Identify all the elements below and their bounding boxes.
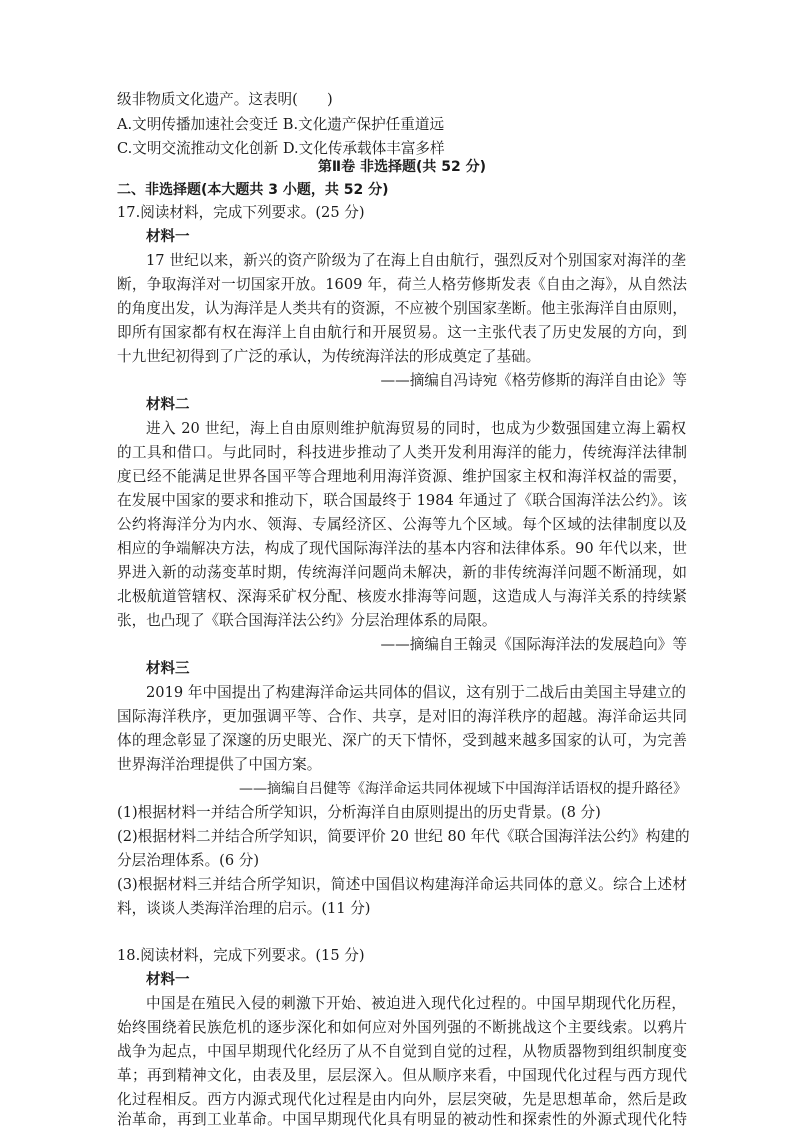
q17-sub2-cont: 分层治理体系。(6 分) (117, 852, 260, 869)
q18-m1-line: 化过程相反。西方内源式现代化过程是由内向外，层层突破，先是思想革命，然后是政 (117, 1091, 687, 1108)
q17-sub3-cont: 料，谈谈人类海洋治理的启示。(11 分) (117, 900, 371, 917)
q17-m2-line: 相应的争端解决方法，构成了现代国际海洋法的基本内容和法律体系。90 年代以来，世 (117, 540, 687, 557)
q17-sub1: (1)根据材料一并结合所学知识，分析海洋自由原则提出的历史背景。(8 分) (117, 804, 601, 821)
q18-m1-line: 中国是在殖民入侵的刺激下开始、被迫进入现代化过程的。中国早期现代化历程， (146, 995, 686, 1012)
q17-m2-line: 张，也凸现了《联合国海洋法公约》分层治理体系的局限。 (117, 612, 497, 629)
q18-stem: 18.阅读材料，完成下列要求。(15 分) (117, 947, 365, 964)
q17-m2-line: 公约将海洋分为内水、领海、专属经济区、公海等九个区域。每个区域的法律制度以及 (117, 516, 687, 533)
q17-m3-line: 国际海洋秩序，更加强调平等、合作、共享，是对旧的海洋秩序的超越。海洋命运共同 (117, 708, 687, 725)
q17-m3-line: 体的理念彰显了深邃的历史眼光、深广的天下情怀，受到越来越多国家的认可，为完善 (117, 732, 687, 749)
q17-m1-line: 的角度出发，认为海洋是人类共有的资源，不应被个别国家垄断。他主张海洋自由原则， (117, 300, 687, 317)
q17-m2-line: 的工具和借口。与此同时，科技进步推动了人类开发利用海洋的能力，传统海洋法律制 (117, 444, 687, 461)
q18-m1-line: 革；再到精神文化，由表及里，层层深入。但从顺序来看，中国现代化过程与西方现代 (117, 1067, 687, 1084)
q17-m2-line: 北极航道管辖权、深海采矿权分配、核废水排海等问题，这造成人与海洋关系的持续紧 (117, 588, 687, 605)
q17-m3-source: ——摘编自吕健等《海洋命运共同体视域下中国海洋话语权的提升路径》 (239, 781, 687, 797)
q17-m2-line: 在发展中国家的要求和推动下，联合国最终于 1984 年通过了《联合国海洋法公约》。该 (117, 492, 687, 509)
q17-m2-line: 度已经不能满足世界各国平等合理地利用海洋资源、维护国家主权和海洋权益的需要， (117, 468, 687, 485)
q17-sub3: (3)根据材料三并结合所学知识，简述中国倡议构建海洋命运共同体的意义。综合上述材 (117, 876, 687, 893)
q18-m1-line: 战争为起点，中国早期现代化经历了从不自觉到自觉的过程，从物质器物到组织制度变 (117, 1043, 687, 1060)
q17-m1-line: 17 世纪以来，新兴的资产阶级为了在海上自由航行，强烈反对个别国家对海洋的垄 (146, 252, 686, 269)
q17-m3-line: 2019 年中国提出了构建海洋命运共同体的倡议，这有别于二战后由美国主导建立的 (146, 684, 686, 701)
q17-stem: 17.阅读材料，完成下列要求。(25 分) (117, 204, 365, 221)
q17-m2-line: 进入 20 世纪，海上自由原则维护航海贸易的同时，也成为少数强国建立海上霸权 (146, 420, 686, 437)
q17-sub2: (2)根据材料二并结合所学知识，简要评价 20 世纪 80 年代《联合国海洋法公约》构建的 (117, 828, 690, 845)
q17-material1-label: 材料一 (146, 229, 190, 245)
q17-m2-source: ——摘编自王翰灵《国际海洋法的发展趋向》等 (380, 636, 687, 653)
q17-material3-label: 材料三 (146, 661, 190, 677)
q18-m1-line: 治革命，再到工业革命。中国早期现代化具有明显的被动性和探索性的外源式现代化特 (117, 1111, 687, 1128)
q18-m1-line: 始终围绕着民族危机的逐步深化和如何应对外国列强的不断挑战这个主要线索。以鸦片 (117, 1019, 687, 1036)
q17-m1-source: ——摘编自冯诗宛《格劳修斯的海洋自由论》等 (380, 372, 687, 389)
q17-material2-label: 材料二 (146, 397, 190, 413)
q16-option-cd: C.文明交流推动文化创新 D.文化传承载体丰富多样 (117, 140, 445, 157)
q18-material1-label: 材料一 (146, 972, 190, 988)
q17-m1-line: 即所有国家都有权在海洋上自由航行和开展贸易。这一主张代表了历史发展的方向，到 (117, 324, 687, 341)
q16-stem-end: 级非物质文化遗产。这表明( ) (117, 91, 333, 108)
q17-m2-line: 界进入新的动荡变革时期，传统海洋问题尚未解决，新的非传统海洋问题不断涌现，如 (117, 564, 687, 581)
section-heading: 二、非选择题(本大题共 3 小题，共 52 分) (117, 182, 389, 198)
q17-m1-line: 十九世纪初得到了广泛的承认，为传统海洋法的形成奠定了基础。 (117, 348, 541, 365)
q16-option-ab: A.文明传播加速社会变迁 B.文化遗产保护任重道远 (117, 116, 445, 133)
q17-m3-line: 世界海洋治理提供了中国方案。 (117, 756, 322, 773)
q17-m1-line: 断，争取海洋对一切国家开放。1609 年，荷兰人格劳修斯发表《自由之海》，从自然法 (117, 276, 687, 293)
part2-title: 第Ⅱ卷 非选择题(共 52 分) (317, 159, 487, 175)
